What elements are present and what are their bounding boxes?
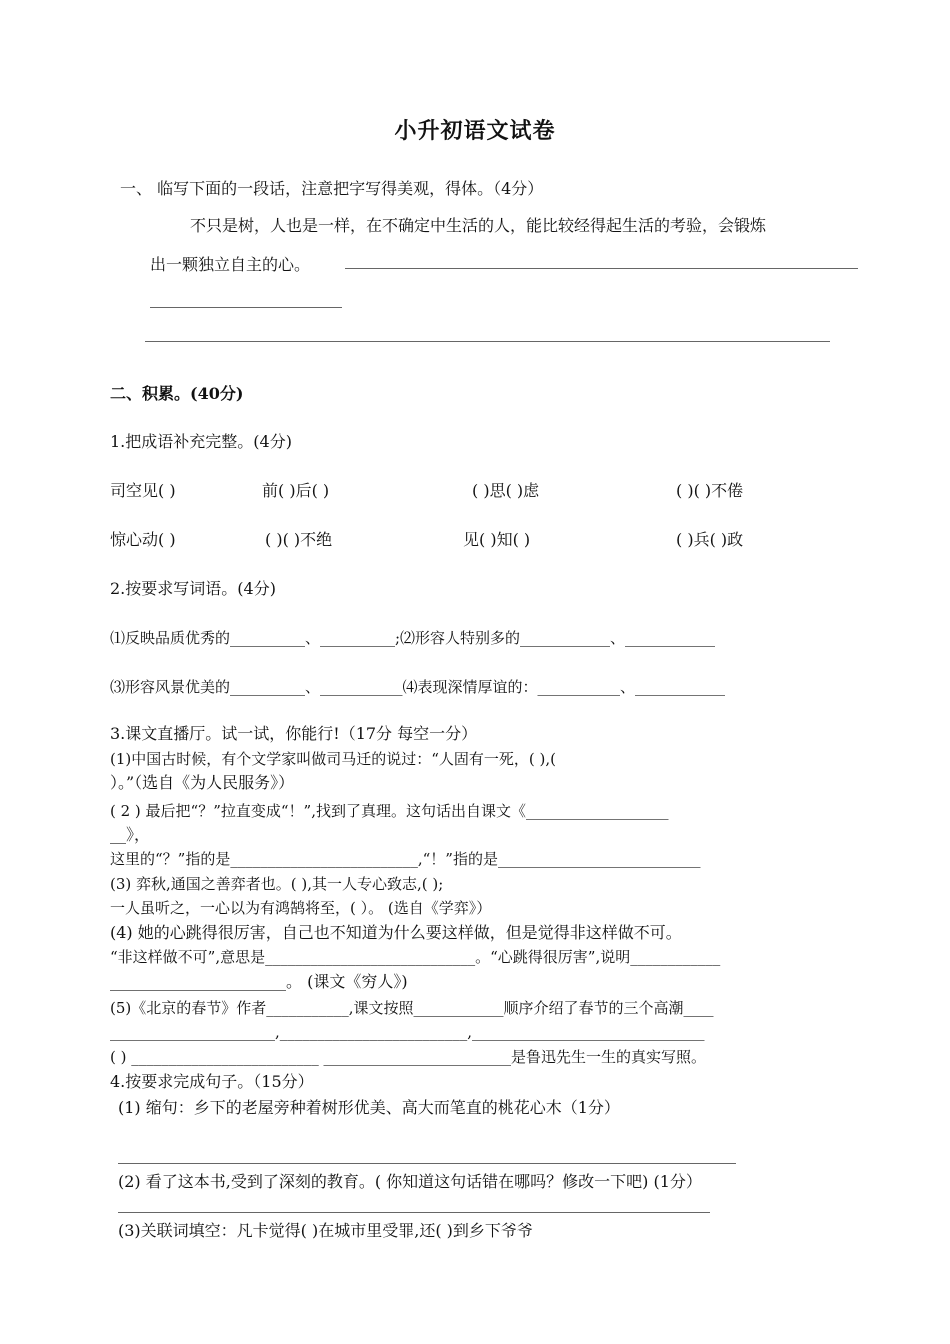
copy-passage-line-2: 出一颗独立自主的心。 [150, 255, 311, 274]
section-2-heading: 二、积累。(40分) [110, 384, 244, 403]
page-title: 小升初语文试卷 [394, 118, 556, 144]
question-3-item: (4) 她的心跳得很厉害，自己也不知道为什么要这样做，但是觉得非这样做不可。 [110, 923, 682, 942]
question-3-item: __》， [110, 825, 151, 844]
section-1-heading: 一、 临写下面的一段话，注意把字写得美观，得体。（4分） [120, 179, 544, 198]
question-3-item: 这里的“？”指的是_________________________,“！”指的是___________________________ [110, 850, 701, 868]
idiom-blank: ( )( )不倦 [676, 481, 744, 500]
question-1-heading: 1.把成语补充完整。(4分) [110, 432, 292, 451]
question-2-heading: 2.按要求写词语。(4分) [110, 579, 276, 598]
answer-line [118, 1163, 736, 1164]
question-3-item: ( 2 ) 最后把“？”拉直变成“！”,找到了真理。这句话出自课文《___________________ [110, 802, 669, 820]
question-4-item: (2) 看了这本书,受到了深刻的教育。( 你知道这句话错在哪吗？修改一下吧) (1分） [118, 1172, 702, 1191]
question-3-item: ______________________,_________________________,_______________________________ [110, 1023, 705, 1041]
idiom-blank: 司空见( ) [110, 481, 176, 500]
question-4-heading: 4.按要求完成句子。（15分） [110, 1072, 314, 1091]
writing-line [345, 268, 858, 269]
question-2-line-1: ⑴反映品质优秀的__________、__________;⑵形容人特别多的____________、____________ [110, 629, 716, 647]
idiom-blank: ( )思( )虑 [472, 481, 540, 500]
idiom-blank: 前( )后( ) [262, 481, 330, 500]
question-3-item: (3) 弈秋,通国之善弈者也。( ),其一人专心致志,( ); [110, 875, 444, 893]
question-4-item: (3)关联词填空：凡卡觉得( )在城市里受罪,还( )到乡下爷爷 [118, 1221, 533, 1240]
question-4-item: (1) 缩句：乡下的老屋旁种着树形优美、高大而笔直的桃花心木（1分） [118, 1098, 620, 1117]
writing-line [150, 307, 342, 308]
idiom-blank: 见( )知( ) [463, 530, 531, 549]
question-3-item: ______________________。 (课文《穷人》) [110, 972, 408, 991]
question-3-item: (5)《北京的春节》作者___________,课文按照____________顺序介绍了春节的三个高潮____ [110, 999, 714, 1017]
question-3-item: (1)中国古时候，有个文学家叫做司马迁的说过：“人固有一死，( ),( [110, 750, 557, 768]
writing-line [145, 341, 830, 342]
question-3-item: ）。”（选自《为人民服务》） [110, 773, 295, 792]
question-3-item: ( ) _________________________ _________________________是鲁迅先生一生的真实写照。 [110, 1048, 707, 1066]
idiom-blank: 惊心动( ) [110, 530, 176, 549]
question-3-heading: 3.课文直播厅。试一试，你能行!（17分 每空一分） [110, 724, 478, 743]
question-3-item: “非这样做不可”,意思是____________________________。“心跳得很厉害”,说明____________ [110, 948, 721, 966]
question-3-item: 一人虽听之，一心以为有鸿鹄将至，( ）。 (选自《学弈》） [110, 899, 492, 917]
idiom-blank: ( )兵( )政 [676, 530, 744, 549]
copy-passage-line-1: 不只是树，人也是一样，在不确定中生活的人，能比较经得起生活的考验，会锻炼 [190, 216, 767, 235]
question-2-line-2: ⑶形容风景优美的__________、___________⑷表现深情厚谊的：___________、____________ [110, 678, 726, 696]
idiom-blank: ( )( )不绝 [265, 530, 333, 549]
answer-line [118, 1212, 710, 1213]
